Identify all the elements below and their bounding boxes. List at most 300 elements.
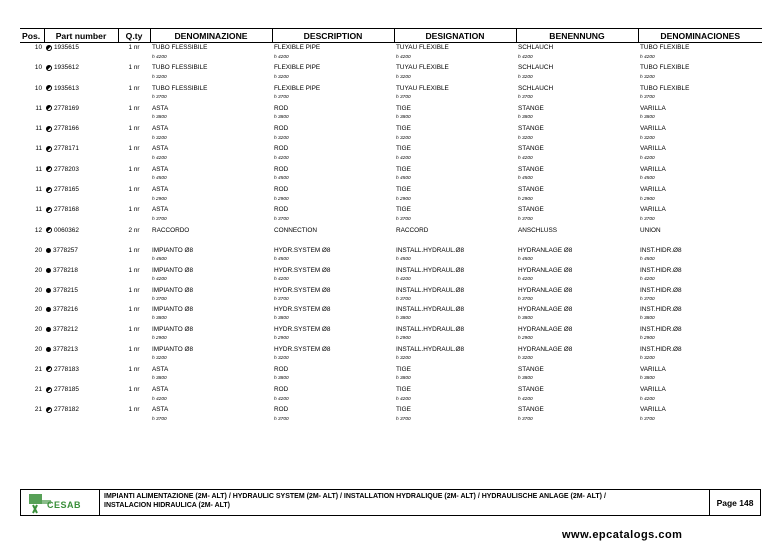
empty-cell: [44, 296, 118, 306]
benennung-cell: HYDRANLAGE Ø8: [518, 345, 573, 353]
benennung-cell: HYDRANLAGE Ø8: [518, 266, 573, 274]
length-spec: h 3200: [640, 74, 655, 80]
part-number-cell: [44, 226, 118, 237]
table-row: [20, 124, 762, 135]
table-row: [20, 385, 762, 396]
denominazione-cell: ASTA: [152, 145, 169, 153]
pos-cell: 11: [35, 104, 42, 112]
designation-cell: INSTALL.HYDRAUL.Ø8: [396, 266, 465, 274]
denominaciones-cell: VARILLA: [640, 365, 666, 373]
description-cell: ROD: [274, 386, 289, 394]
length-spec: h 3800: [396, 316, 411, 322]
benennung-cell: STANGE: [518, 145, 544, 153]
benennung-cell: STANGE: [518, 104, 544, 112]
length-spec: h 2900: [396, 196, 411, 202]
empty-cell: [118, 74, 150, 84]
denominaciones-cell: VARILLA: [640, 145, 666, 153]
table-subrow: [20, 256, 762, 266]
footer-title-line-2: INSTALACION HIDRAULICA (2M- ALT): [104, 501, 230, 509]
pos-cell: 11: [35, 186, 42, 194]
length-spec: h 4500: [396, 256, 411, 262]
part-number-text: 2778169: [54, 104, 79, 112]
description-cell: HYDR.SYSTEM Ø8: [274, 246, 331, 254]
qty-cell: 1 nr: [128, 145, 140, 153]
empty-cell: [44, 135, 118, 145]
benennung-cell: HYDRANLAGE Ø8: [518, 286, 573, 294]
footer-title: [100, 490, 710, 515]
part-number-cell: [44, 144, 118, 155]
length-spec: h 4200: [274, 54, 289, 60]
qty-cell: 1 nr: [128, 125, 140, 133]
table-subrow: [20, 74, 762, 84]
table-row: [20, 325, 762, 335]
part-marker-icon: [46, 85, 52, 91]
designation-cell: TIGE: [396, 406, 411, 414]
length-spec: h 3800: [640, 115, 655, 121]
part-marker-icon: [46, 105, 52, 111]
empty-cell: [516, 236, 638, 246]
qty-cell: 1 nr: [128, 326, 140, 334]
qty-cell: 1 nr: [128, 345, 140, 353]
denominazione-cell: IMPIANTO Ø8: [152, 345, 194, 353]
benennung-cell: HYDRANLAGE Ø8: [518, 326, 573, 334]
empty-cell: [44, 375, 118, 385]
length-spec: h 3200: [152, 355, 167, 361]
designation-cell: TIGE: [396, 125, 411, 133]
denominaciones-cell: INST.HIDR.Ø8: [640, 286, 682, 294]
pos-cell: 12: [34, 226, 42, 234]
qty-cell: 1 nr: [128, 165, 140, 173]
length-spec: h 3700: [274, 95, 289, 101]
length-spec: h 3800: [396, 115, 411, 121]
table-subrow: [20, 216, 762, 226]
description-cell: HYDR.SYSTEM Ø8: [274, 286, 331, 294]
length-spec: h 3700: [274, 296, 289, 302]
designation-cell: INSTALL.HYDRAUL.Ø8: [396, 286, 465, 294]
benennung-cell: ANSCHLUSS: [518, 226, 558, 234]
pos-cell: 11: [35, 206, 42, 214]
part-number-text: 3778218: [53, 266, 78, 274]
denominazione-cell: ASTA: [152, 165, 169, 173]
part-marker-icon: [46, 146, 52, 152]
footer-title-line-1: IMPIANTI ALIMENTAZIONE (2M- ALT) / HYDRAULIC SYSTEM (2M- ALT) / INSTALLATION HYDRALIQUE (2M- ALT) / HYDRAULISCHE ANLAGE (2M- ALT) /: [104, 493, 606, 500]
empty-cell: [118, 236, 150, 246]
benennung-cell: STANGE: [518, 206, 544, 214]
part-number-text: 2778185: [54, 386, 79, 394]
part-number-cell: [44, 43, 118, 54]
length-spec: h 4200: [274, 396, 289, 402]
length-spec: h 3200: [396, 355, 411, 361]
table-subrow: [20, 94, 762, 104]
part-marker-icon: [46, 327, 51, 332]
table-subrow: [20, 175, 762, 185]
pos-cell: 10: [34, 64, 42, 72]
part-number-cell: [44, 345, 118, 355]
part-marker-icon: [46, 65, 52, 71]
length-spec: h 4500: [152, 256, 167, 262]
length-spec: h 2900: [274, 196, 289, 202]
table-subrow: [20, 236, 762, 246]
pos-cell: 11: [35, 165, 42, 173]
denominazione-cell: IMPIANTO Ø8: [152, 326, 194, 334]
qty-cell: 1 nr: [128, 64, 140, 72]
pos-cell: 20: [34, 326, 42, 334]
designation-cell: TIGE: [396, 165, 411, 173]
length-spec: h 4200: [152, 54, 167, 60]
benennung-cell: STANGE: [518, 186, 544, 194]
empty-cell: [20, 355, 44, 365]
empty-cell: [20, 94, 44, 104]
length-spec: h 3700: [518, 95, 533, 101]
header-pos: Pos.: [20, 29, 44, 43]
designation-cell: TIGE: [396, 104, 411, 112]
empty-cell: [20, 135, 44, 145]
table-subrow: [20, 155, 762, 165]
empty-cell: [20, 256, 44, 266]
denominaciones-cell: VARILLA: [640, 165, 666, 173]
table-row: [20, 305, 762, 315]
empty-cell: [44, 416, 118, 426]
header-designation: DESIGNATION: [394, 29, 516, 43]
empty-cell: [118, 375, 150, 385]
empty-cell: [20, 196, 44, 206]
table-row: [20, 365, 762, 376]
designation-cell: TIGE: [396, 186, 411, 194]
length-spec: h 3800: [518, 115, 533, 121]
length-spec: h 2900: [396, 336, 411, 342]
length-spec: h 4200: [274, 155, 289, 161]
pos-cell: 20: [34, 266, 42, 274]
length-spec: h 4200: [396, 54, 411, 60]
denominazione-cell: IMPIANTO Ø8: [152, 306, 194, 314]
empty-cell: [44, 216, 118, 226]
description-cell: FLEXIBLE PIPE: [274, 44, 321, 51]
empty-cell: [20, 236, 44, 246]
description-cell: ROD: [274, 406, 289, 414]
part-marker-icon: [46, 307, 51, 312]
designation-cell: INSTALL.HYDRAUL.Ø8: [396, 345, 465, 353]
part-marker-icon: [46, 227, 52, 233]
benennung-cell: STANGE: [518, 406, 544, 414]
benennung-cell: STANGE: [518, 365, 544, 373]
length-spec: h 2900: [640, 196, 655, 202]
watermark: www.epcatalogs.com: [562, 529, 683, 541]
length-spec: h 3200: [274, 74, 289, 80]
benennung-cell: SCHLAUCH: [518, 84, 554, 92]
header-benennung: BENENNUNG: [516, 29, 638, 43]
designation-cell: RACCORD: [396, 226, 429, 234]
table-row: [20, 84, 762, 95]
description-cell: HYDR.SYSTEM Ø8: [274, 306, 331, 314]
empty-cell: [272, 236, 394, 246]
empty-cell: [20, 114, 44, 124]
length-spec: h 3800: [396, 376, 411, 382]
parts-table: [20, 28, 762, 426]
length-spec: h 4500: [640, 256, 655, 262]
denominaciones-cell: INST.HIDR.Ø8: [640, 326, 682, 334]
denominaciones-cell: TUBO FLEXIBLE: [640, 64, 690, 72]
length-spec: h 4500: [396, 176, 411, 182]
length-spec: h 2900: [640, 336, 655, 342]
description-cell: ROD: [274, 104, 289, 112]
denominazione-cell: ASTA: [152, 104, 169, 112]
table-subrow: [20, 54, 762, 64]
table-subrow: [20, 135, 762, 145]
description-cell: FLEXIBLE PIPE: [274, 84, 321, 92]
pos-cell: 11: [35, 125, 42, 133]
designation-cell: INSTALL.HYDRAUL.Ø8: [396, 326, 465, 334]
description-cell: ROD: [274, 365, 289, 373]
length-spec: h 3700: [396, 416, 411, 422]
denominaciones-cell: INST.HIDR.Ø8: [640, 266, 682, 274]
empty-cell: [638, 236, 762, 246]
length-spec: h 3200: [152, 135, 167, 141]
length-spec: h 3200: [518, 74, 533, 80]
benennung-cell: STANGE: [518, 386, 544, 394]
length-spec: h 4200: [518, 155, 533, 161]
designation-cell: TIGE: [396, 206, 411, 214]
benennung-cell: SCHLAUCH: [518, 64, 554, 72]
description-cell: ROD: [274, 206, 289, 214]
length-spec: h 4200: [274, 276, 289, 282]
part-number-text: 3778216: [53, 306, 78, 314]
length-spec: h 4200: [640, 54, 655, 60]
parts-sheet: [20, 28, 762, 426]
empty-cell: [20, 335, 44, 345]
designation-cell: TUYAU FLEXIBLE: [396, 64, 449, 72]
part-marker-icon: [46, 407, 52, 413]
denominazione-cell: IMPIANTO Ø8: [152, 246, 194, 254]
header-denominazione: DENOMINAZIONE: [150, 29, 272, 43]
length-spec: h 4200: [152, 396, 167, 402]
part-number-text: 2778203: [54, 165, 79, 173]
denominaciones-cell: INST.HIDR.Ø8: [640, 246, 682, 254]
length-spec: h 3700: [396, 95, 411, 101]
length-spec: h 2900: [518, 196, 533, 202]
part-number-cell: [44, 63, 118, 74]
header-denominaciones: DENOMINACIONES: [638, 29, 762, 43]
length-spec: h 3700: [518, 216, 533, 222]
empty-cell: [20, 216, 44, 226]
description-cell: ROD: [274, 165, 289, 173]
length-spec: h 2900: [274, 336, 289, 342]
length-spec: h 4200: [396, 276, 411, 282]
part-number-text: 3778213: [53, 345, 78, 353]
length-spec: h 4200: [640, 155, 655, 161]
denominazione-cell: RACCORDO: [152, 226, 190, 234]
empty-cell: [20, 296, 44, 306]
part-marker-icon: [46, 268, 51, 273]
length-spec: h 3800: [518, 316, 533, 322]
pos-cell: 20: [34, 306, 42, 314]
qty-cell: 2 nr: [128, 226, 140, 234]
empty-cell: [118, 335, 150, 345]
length-spec: h 4500: [274, 256, 289, 262]
part-number-text: 2778166: [54, 125, 79, 133]
table-row: [20, 405, 762, 416]
designation-cell: TIGE: [396, 365, 411, 373]
part-number-cell: [44, 385, 118, 396]
length-spec: h 3700: [640, 296, 655, 302]
length-spec: h 3700: [152, 95, 167, 101]
length-spec: h 3700: [152, 296, 167, 302]
length-spec: h 4500: [518, 176, 533, 182]
length-spec: h 3200: [396, 74, 411, 80]
empty-cell: [44, 355, 118, 365]
part-number-text: 2778171: [54, 145, 79, 153]
table-row: [20, 43, 762, 54]
part-marker-icon: [46, 166, 52, 172]
part-number-cell: [44, 84, 118, 95]
empty-cell: [44, 396, 118, 406]
length-spec: h 3700: [274, 216, 289, 222]
header-part-number: Part number: [44, 29, 118, 43]
denominazione-cell: ASTA: [152, 125, 169, 133]
designation-cell: INSTALL.HYDRAUL.Ø8: [396, 306, 465, 314]
page-footer: [20, 489, 761, 516]
empty-cell: [118, 276, 150, 286]
length-spec: h 4200: [396, 396, 411, 402]
description-cell: ROD: [274, 145, 289, 153]
description-cell: ROD: [274, 125, 289, 133]
length-spec: h 3200: [396, 135, 411, 141]
page-number: Page 148: [716, 497, 754, 508]
pos-cell: 20: [34, 345, 42, 353]
part-marker-icon: [46, 126, 52, 132]
length-spec: h 2900: [152, 336, 167, 342]
length-spec: h 4200: [518, 276, 533, 282]
qty-cell: 1 nr: [128, 206, 140, 214]
table-row: [20, 345, 762, 355]
benennung-cell: HYDRANLAGE Ø8: [518, 306, 573, 314]
empty-cell: [118, 355, 150, 365]
denominaciones-cell: UNION: [640, 226, 661, 234]
empty-cell: [118, 396, 150, 406]
length-spec: h 3200: [274, 135, 289, 141]
empty-cell: [44, 155, 118, 165]
qty-cell: 1 nr: [128, 306, 140, 314]
description-cell: ROD: [274, 186, 289, 194]
empty-cell: [118, 216, 150, 226]
length-spec: h 4200: [640, 396, 655, 402]
length-spec: h 3700: [396, 216, 411, 222]
benennung-cell: STANGE: [518, 165, 544, 173]
benennung-cell: HYDRANLAGE Ø8: [518, 246, 573, 254]
pos-cell: 21: [34, 406, 42, 414]
qty-cell: 1 nr: [128, 104, 140, 112]
qty-cell: 1 nr: [128, 44, 140, 51]
table-row: [20, 266, 762, 276]
cesab-logo: [21, 490, 100, 515]
table-subrow: [20, 196, 762, 206]
length-spec: h 4200: [640, 276, 655, 282]
table-subrow: [20, 416, 762, 426]
table-row: [20, 165, 762, 176]
pos-cell: 10: [34, 44, 42, 51]
part-marker-icon: [46, 187, 52, 193]
designation-cell: TIGE: [396, 145, 411, 153]
length-spec: h 4200: [396, 155, 411, 161]
length-spec: h 3800: [518, 376, 533, 382]
qty-cell: 1 nr: [128, 246, 140, 254]
part-number-cell: [44, 185, 118, 196]
empty-cell: [44, 335, 118, 345]
empty-cell: [118, 196, 150, 206]
part-number-text: 3778212: [53, 326, 78, 334]
denominazione-cell: ASTA: [152, 386, 169, 394]
part-number-cell: [44, 205, 118, 216]
length-spec: h 3200: [640, 135, 655, 141]
denominazione-cell: TUBO FLESSIBILE: [152, 84, 208, 92]
denominaciones-cell: VARILLA: [640, 186, 666, 194]
length-spec: h 3700: [152, 216, 167, 222]
parts-table-body: [20, 43, 762, 426]
length-spec: h 2900: [518, 336, 533, 342]
length-spec: h 4500: [640, 176, 655, 182]
designation-cell: TUYAU FLEXIBLE: [396, 44, 449, 51]
empty-cell: [118, 155, 150, 165]
denominazione-cell: ASTA: [152, 365, 169, 373]
table-subrow: [20, 315, 762, 325]
part-number-text: 0060362: [54, 226, 79, 234]
table-row: [20, 226, 762, 237]
length-spec: h 4500: [518, 256, 533, 262]
empty-cell: [118, 416, 150, 426]
length-spec: h 4200: [518, 396, 533, 402]
qty-cell: 1 nr: [128, 266, 140, 274]
part-marker-icon: [46, 288, 51, 293]
empty-cell: [118, 94, 150, 104]
denominaciones-cell: VARILLA: [640, 386, 666, 394]
qty-cell: 1 nr: [128, 406, 140, 414]
logo-text: CESAB: [47, 500, 82, 510]
empty-cell: [394, 236, 516, 246]
length-spec: h 3200: [640, 355, 655, 361]
table-row: [20, 246, 762, 256]
length-spec: h 2900: [152, 196, 167, 202]
table-row: [20, 104, 762, 115]
part-number-text: 1935615: [54, 44, 79, 51]
length-spec: h 3700: [152, 416, 167, 422]
denominazione-cell: ASTA: [152, 406, 169, 414]
part-number-text: 3778215: [53, 286, 78, 294]
designation-cell: TIGE: [396, 386, 411, 394]
header-qty: Q.ty: [118, 29, 150, 43]
table-subrow: [20, 335, 762, 345]
empty-cell: [44, 54, 118, 64]
length-spec: h 3200: [518, 135, 533, 141]
empty-cell: [118, 256, 150, 266]
description-cell: HYDR.SYSTEM Ø8: [274, 326, 331, 334]
denominaciones-cell: VARILLA: [640, 406, 666, 414]
length-spec: h 3200: [518, 355, 533, 361]
pos-cell: 10: [34, 84, 42, 92]
part-number-cell: [44, 246, 118, 256]
length-spec: h 3800: [152, 376, 167, 382]
denominazione-cell: ASTA: [152, 206, 169, 214]
length-spec: h 3200: [152, 74, 167, 80]
denominazione-cell: TUBO FLESSIBILE: [152, 44, 208, 51]
length-spec: h 3700: [518, 296, 533, 302]
part-number-text: 2778182: [54, 406, 79, 414]
empty-cell: [20, 396, 44, 406]
part-number-cell: [44, 305, 118, 315]
length-spec: h 3800: [152, 316, 167, 322]
denominaciones-cell: VARILLA: [640, 206, 666, 214]
length-spec: h 3800: [640, 316, 655, 322]
length-spec: h 3800: [274, 115, 289, 121]
empty-cell: [44, 256, 118, 266]
